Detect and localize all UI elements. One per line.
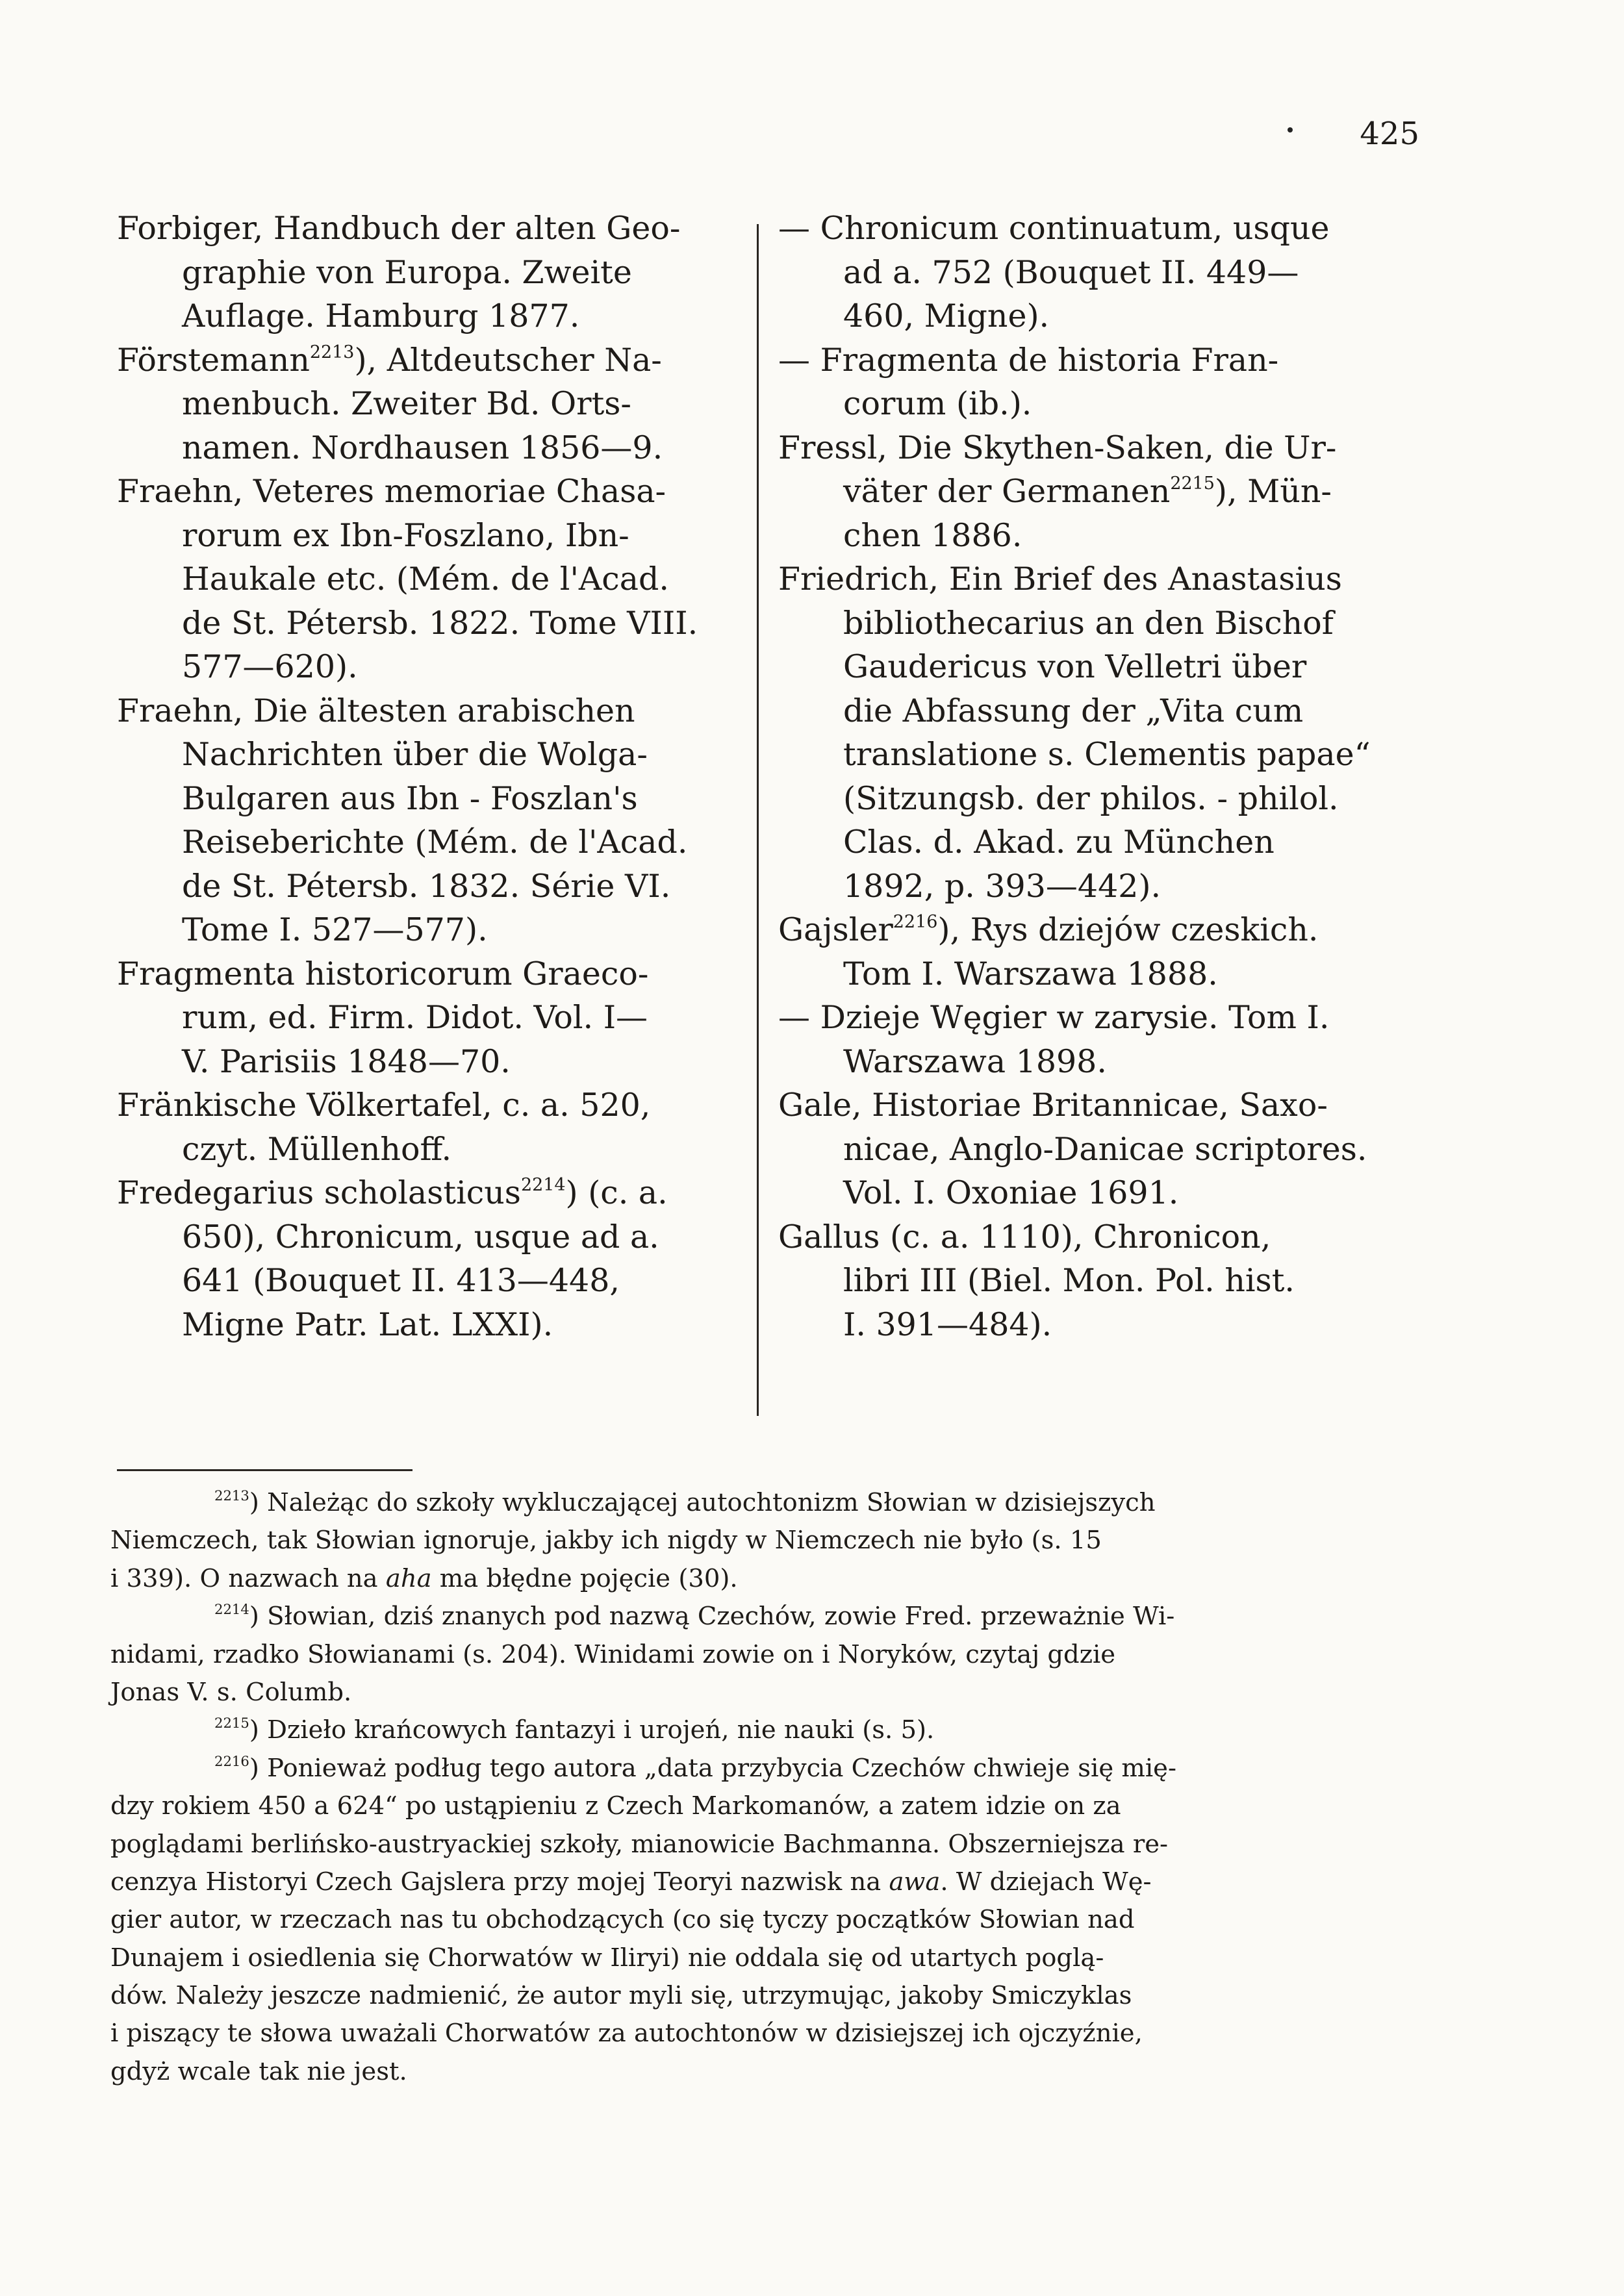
entry-text: — Fragmenta de historia Fran- [778,341,1279,379]
footnote-text: ma błędne pojęcie (30). [431,1563,738,1593]
entry-text: de St. Pétersb. 1822. Tome VIII. [182,604,698,642]
entry-text: graphie von Europa. Zweite [182,253,632,291]
bibliography-line [778,864,1447,909]
bibliography-line [117,251,741,295]
bibliography-line [778,601,1447,646]
bibliography-line [778,1215,1447,1259]
bibliography-line [778,470,1447,514]
footnote-line [110,1484,1462,1522]
entry-text: Gale, Historiae Britannicae, Saxo- [778,1087,1328,1124]
bibliography-line [778,1128,1447,1172]
footnote-line [110,1750,1462,1787]
entry-text: Gaudericus von Velletri über [843,648,1307,685]
footnote-line [110,2015,1462,2052]
bibliography-line [117,996,741,1040]
entry-text: Tom I. Warszawa 1888. [843,955,1218,992]
entry-text: ), Altdeutscher Na- [354,341,662,379]
entry-text: Gallus (c. a. 1110), Chronicon, [778,1218,1271,1255]
footnote-text: nidami, rzadko Słowianami (s. 204). Winidami zowie on i Noryków, czytaj gdzie [110,1639,1116,1669]
entry-text: Gajsler [778,911,893,948]
bibliography-line [778,1040,1447,1084]
footnote-number: 2213 [214,1487,249,1504]
entry-text: Friedrich, Ein Brief des Anastasius [778,561,1342,598]
footnote-text: ) Dzieło krańcowych fantazyi i urojeń, nie nauki (s. 5). [249,1715,935,1745]
bibliography-line [778,820,1447,864]
footnote-line [110,1522,1462,1559]
bibliography-line [117,689,741,733]
column-divider [757,224,759,1416]
bibliography-line [117,952,741,996]
footnote-line [110,1787,1462,1825]
footnote-line [110,2053,1462,2091]
entry-text: Forbiger, Handbuch der alten Geo- [117,210,681,247]
bibliography-line [778,1303,1447,1347]
footnote-line [110,1901,1462,1939]
footnote-line [110,1863,1462,1901]
entry-text: menbuch. Zweiter Bd. Orts- [182,385,631,422]
bibliography-line [778,952,1447,996]
entry-text: bibliothecarius an den Bischof [843,604,1334,642]
entry-text: rorum ex Ibn-Foszlano, Ibn- [182,516,629,554]
footnote-text: i piszący te słowa uważali Chorwatów za autochtonów w dzisiejszej ich ojczyźnie, [110,2019,1143,2049]
entry-text: Reiseberichte (Mém. de l'Acad. [182,824,688,861]
bibliography-line [117,470,741,514]
bibliography-line [117,864,741,909]
entry-text: Bulgaren aus Ibn - Foszlan's [182,779,638,817]
entry-text: czyt. Müllenhoff. [182,1130,452,1168]
entry-text: 1892, p. 393—442). [843,867,1161,905]
entry-text: translatione s. Clementis papae“ [843,736,1371,773]
bibliography-line [778,996,1447,1040]
entry-text: rum, ed. Firm. Didot. Vol. I— [182,999,648,1036]
footnote-text: . W dziejach Wę- [940,1867,1152,1897]
bibliography-line [778,1259,1447,1303]
bibliography-line [778,338,1447,383]
bibliography-line [117,1040,741,1084]
footnote-ref: 2214 [520,1174,566,1195]
entry-text: ad a. 752 (Bouquet II. 449— [843,253,1299,291]
bibliography-line [117,1083,741,1128]
entry-text: V. Parisiis 1848—70. [182,1042,511,1080]
footnote-text: Dunajem i osiedlenia się Chorwatów w Iliryi) nie oddala się od utartych poglą- [110,1943,1104,1973]
footnote-text: gier autor, w rzeczach nas tu obchodzących (co się tyczy początków Słowian nad [110,1905,1135,1935]
footnote-separator [117,1469,412,1471]
entry-text: väter der Germanen [843,473,1171,510]
bibliography-line [117,426,741,470]
footnote-text: dów. Należy jeszcze nadmienić, że autor myli się, utrzymując, jakoby Smiczyklas [110,1981,1132,2011]
entry-text: 460, Migne). [843,297,1050,334]
footnote-line [110,1977,1462,2015]
bibliography-line [117,207,741,251]
bibliography-line [778,908,1447,952]
entry-text: Warszawa 1898. [843,1042,1107,1080]
footnote-ref: 2216 [893,911,938,932]
bibliography-line [117,338,741,383]
footnote-line [110,1560,1462,1598]
page-number: 425 [1360,116,1419,152]
entry-text: corum (ib.). [843,385,1032,422]
bibliography-line [117,1171,741,1215]
bibliography-line [778,294,1447,338]
footnote-text: i 339). O nazwach na [110,1563,386,1593]
entry-text: Migne Patr. Lat. LXXI). [182,1306,553,1343]
bibliography-line [117,777,741,821]
bibliography-line [778,645,1447,689]
entry-text: ), Mün- [1214,473,1332,510]
footnote-line [110,1826,1462,1863]
footnote-number: 2216 [214,1752,249,1769]
entry-text: Fredegarius scholasticus [117,1174,521,1211]
bibliography-line [117,294,741,338]
bibliography-line [117,1128,741,1172]
entry-text: Auflage. Hamburg 1877. [182,297,580,334]
footnote-line [110,1636,1462,1674]
footnote-number: 2214 [214,1601,249,1618]
entry-text: Fränkische Völkertafel, c. a. 520, [117,1087,651,1124]
entry-text: Fressl, Die Skythen-Saken, die Ur- [778,429,1337,466]
bibliography-line [778,733,1447,777]
footnote-text: poglądami berlińsko-austryackiej szkoły, mianowicie Bachmanna. Obszerniejsza re- [110,1829,1169,1859]
bibliography-line [117,1215,741,1259]
bibliography-right-column [778,207,1447,1346]
entry-text: nicae, Anglo-Danicae scriptores. [843,1130,1367,1168]
entry-text: — Dzieje Węgier w zarysie. Tom I. [778,999,1330,1036]
bibliography-line [778,689,1447,733]
entry-text: Tome I. 527—577). [182,911,488,948]
footnote-text: Niemczech, tak Słowian ignoruje, jakby ich nigdy w Niemczech nie było (s. 15 [110,1526,1102,1556]
bibliography-line [778,426,1447,470]
entry-text: 641 (Bouquet II. 413—448, [182,1262,620,1299]
bibliography-line [778,777,1447,821]
footnote-line [110,1939,1462,1977]
entry-text: Fraehn, Veteres memoriae Chasa- [117,473,666,510]
entry-text: (Sitzungsb. der philos. - philol. [843,779,1339,817]
bibliography-line [117,1259,741,1303]
footnote-text: Jonas V. s. Columb. [110,1677,352,1707]
bibliography-line [117,1303,741,1347]
footnote-ref: 2213 [309,342,355,362]
bibliography-left-column [117,207,741,1346]
footnote-line [110,1711,1462,1749]
entry-text: de St. Pétersb. 1832. Série VI. [182,867,671,905]
entry-text: namen. Nordhausen 1856—9. [182,429,663,466]
entry-text: 577—620). [182,648,358,685]
bibliography-line [117,557,741,601]
bibliography-line [778,1171,1447,1215]
footnote-number: 2215 [214,1715,249,1732]
bibliography-line [117,733,741,777]
bibliography-line [117,601,741,646]
entry-text: Nachrichten über die Wolga- [182,736,648,773]
bibliography-line [778,251,1447,295]
entry-text: ), Rys dziejów czeskich. [937,911,1319,948]
entry-text: die Abfassung der „Vita cum [843,692,1304,729]
entry-text: Clas. d. Akad. zu München [843,824,1275,861]
footnote-line [110,1598,1462,1635]
footnote-text: gdyż wcale tak nie jest. [110,2056,407,2086]
entry-text: Vol. I. Oxoniae 1691. [843,1174,1179,1211]
entry-text: Fraehn, Die ältesten arabischen [117,692,635,729]
footnote-italic: aha [385,1563,432,1593]
entry-text: 650), Chronicum, usque ad a. [182,1218,659,1255]
footnote-text: cenzya Historyi Czech Gajslera przy mojej Teoryi nazwisk na [110,1867,889,1897]
footnote-ref: 2215 [1170,473,1215,494]
entry-text: libri III (Biel. Mon. Pol. hist. [843,1262,1295,1299]
bibliography-line [778,557,1447,601]
footnote-text: ) Słowian, dziś znanych pod nazwą Czechów, zowie Fred. przeważnie Wi- [249,1602,1175,1632]
entry-text: I. 391—484). [843,1306,1052,1343]
bibliography-line [778,207,1447,251]
footnotes [110,1484,1462,2091]
bibliography-line [778,382,1447,426]
footnote-text: ) Ponieważ podług tego autora „data przybycia Czechów chwieje się mię- [249,1753,1176,1783]
entry-text: Haukale etc. (Mém. de l'Acad. [182,561,669,598]
bibliography-line [117,645,741,689]
footnote-text: dzy rokiem 450 a 624“ po ustąpieniu z Czech Markomanów, a zatem idzie on za [110,1791,1121,1821]
entry-text: Fragmenta historicorum Graeco- [117,955,649,992]
bibliography-line [117,908,741,952]
entry-text: — Chronicum continuatum, usque [778,210,1330,247]
bibliography-line [778,1083,1447,1128]
footnote-line [110,1674,1462,1711]
bibliography-line [117,514,741,558]
bibliography-line [117,382,741,426]
entry-text: Förstemann [117,341,310,379]
bibliography-line [778,514,1447,558]
footnote-italic: awa [889,1867,941,1897]
footnote-text: ) Należąc do szkoły wykluczającej autochtonizm Słowian w dzisiejszych [249,1488,1156,1517]
bibliography-line [117,820,741,864]
entry-text: chen 1886. [843,516,1022,554]
entry-text: ) (c. a. [565,1174,668,1211]
page-mark-dot [1288,127,1293,132]
